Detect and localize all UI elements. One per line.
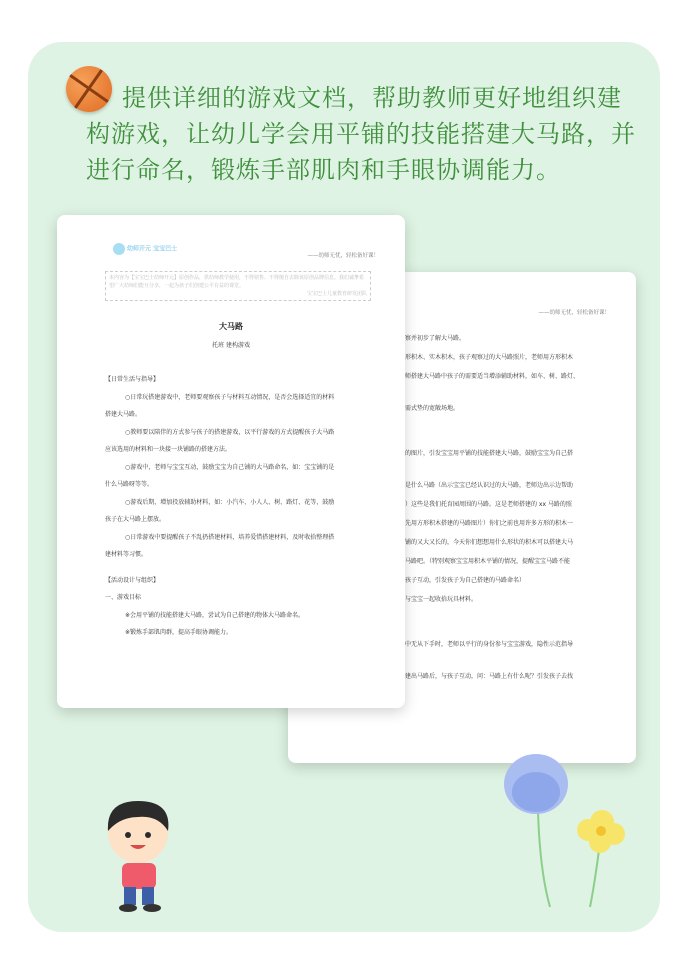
body-line [405, 614, 579, 627]
body-line: 的图片，引发宝宝用平铺的技能搭建大马路，鼓励宝宝为自己搭 [405, 450, 574, 457]
body-line: 需式垫的宽敞场地。 [405, 405, 460, 412]
document-page-front [57, 215, 405, 708]
body-line: 铺的又大又长的，今天你们想想用什么形状的积木可以搭建大马 [405, 539, 574, 546]
body-line: 先用方形积木搭建的马路图片）你们之前也用许多方形的积木一 [405, 520, 574, 527]
body-line: 【活动设计与组织】 [105, 576, 160, 584]
body-line: 形积木、实木积木，孩子观察过的大马路照片，老师用方形积木 [405, 354, 574, 361]
body-line: 孩子在大马路上摆放。 [105, 516, 166, 523]
body-line: ○日常游戏中要提醒孩子不乱扔搭建材料，培养爱惜搭建材料，及时收拾整理搭 [125, 533, 335, 541]
flower-illustration [500, 752, 640, 912]
body-line: ○游戏中，老师与宝宝互动，鼓励宝宝为自己铺的大马路命名，如：宝宝铺的是 [125, 463, 335, 471]
body-line: 建材料等习惯。 [105, 551, 148, 558]
doc-subtitle: 托班 建构游戏 [212, 342, 250, 349]
body-line: ）这些是我们托育园周围的马路。这是老师搭建的 xx 马路的照 [405, 501, 572, 508]
body-line: 什么马路呀等等。 [105, 481, 154, 488]
notice-text: 本内容为【宝宝巴士幼师开元】原创作品，供幼师教学使用，不得销售、不得擅自去除该原创品牌信息。我们诚挚希望广大幼师们能互分享，一起为孩子们创建公平有益的课堂。 [109, 275, 365, 289]
notice-signature: 宝宝巴士儿童教育研发团队 [306, 291, 367, 297]
slogan: ——幼师无忧，轻松备好课！ [307, 253, 379, 259]
body-line: 师搭建大马路中孩子的需要适当增添辅助材料，如车、树、路灯、 [405, 373, 580, 380]
body-line: 与宝宝一起收拾玩具材料。 [405, 596, 478, 603]
copyright-notice [105, 271, 371, 301]
brand-logo: 幼师开元 宝宝巴士 [113, 243, 177, 255]
body-line [105, 568, 375, 576]
body-line: ○日常玩搭建游戏中，老师要观察孩子与材料互动情况，是否会选择适宜的材料 [125, 393, 335, 401]
body-line [405, 468, 579, 481]
body-line: ○教师要以陪伴的方式参与孩子的搭建游戏，以平行游戏的方式提醒孩子大马路 [125, 428, 335, 436]
body-line [405, 423, 579, 436]
body-line: 孩子互动，引发孩子为自己搭建的马路命名） [405, 577, 526, 584]
front-body [105, 375, 375, 646]
body-line: ※锻炼手部肌肉群，提高手眼协调能力。 [125, 629, 233, 636]
headline-text: 提供详细的游戏文档，帮助教师更好地组织建构游戏，让幼儿学会用平铺的技能搭建大马路，并进行命名，锻炼手部肌肉和手眼协调能力。 [86, 84, 636, 184]
boy-mascot-illustration [96, 795, 186, 915]
slogan: ——幼师无忧，轻松备好课！ [538, 310, 610, 316]
doc-title: 大马路 [219, 322, 243, 331]
back-body [405, 334, 579, 691]
body-line: ※会用平铺的技能搭建大马路，尝试为自己搭建的物体大马路命名。 [125, 611, 305, 619]
body-line [405, 627, 579, 640]
body-line: 中无从下手时，老师以平行的身份参与宝宝游戏，隐性示范指导 [405, 641, 574, 648]
body-line: 【日常生活与指导】 [105, 376, 160, 383]
body-line: 察并初步了解大马路。 [405, 335, 466, 342]
body-line: 搭建大马路。 [105, 411, 142, 418]
body-line: 建出马路后，与孩子互动，问：马路上有什么呢？引发孩子去找 [405, 673, 574, 680]
body-line [405, 436, 579, 449]
body-line [405, 659, 579, 672]
body-line: 马路吧。（特别观察宝宝用积木平铺的情况，提醒宝宝马路不能 [405, 558, 571, 565]
body-line: ○游戏后期，增加投放辅助材料，如：小汽车、小人人、树、路灯、花等，鼓励 [125, 498, 335, 506]
body-line: 是什么马路（出示宝宝已经认识过的大马路，老师边出示边帮助 [405, 482, 574, 489]
body-line: 一、游戏目标 [105, 594, 142, 601]
body-line: 应该选用的材料和一块接一块铺路的搭建方法。 [105, 446, 232, 453]
headline [86, 80, 646, 188]
body-line [405, 391, 579, 404]
